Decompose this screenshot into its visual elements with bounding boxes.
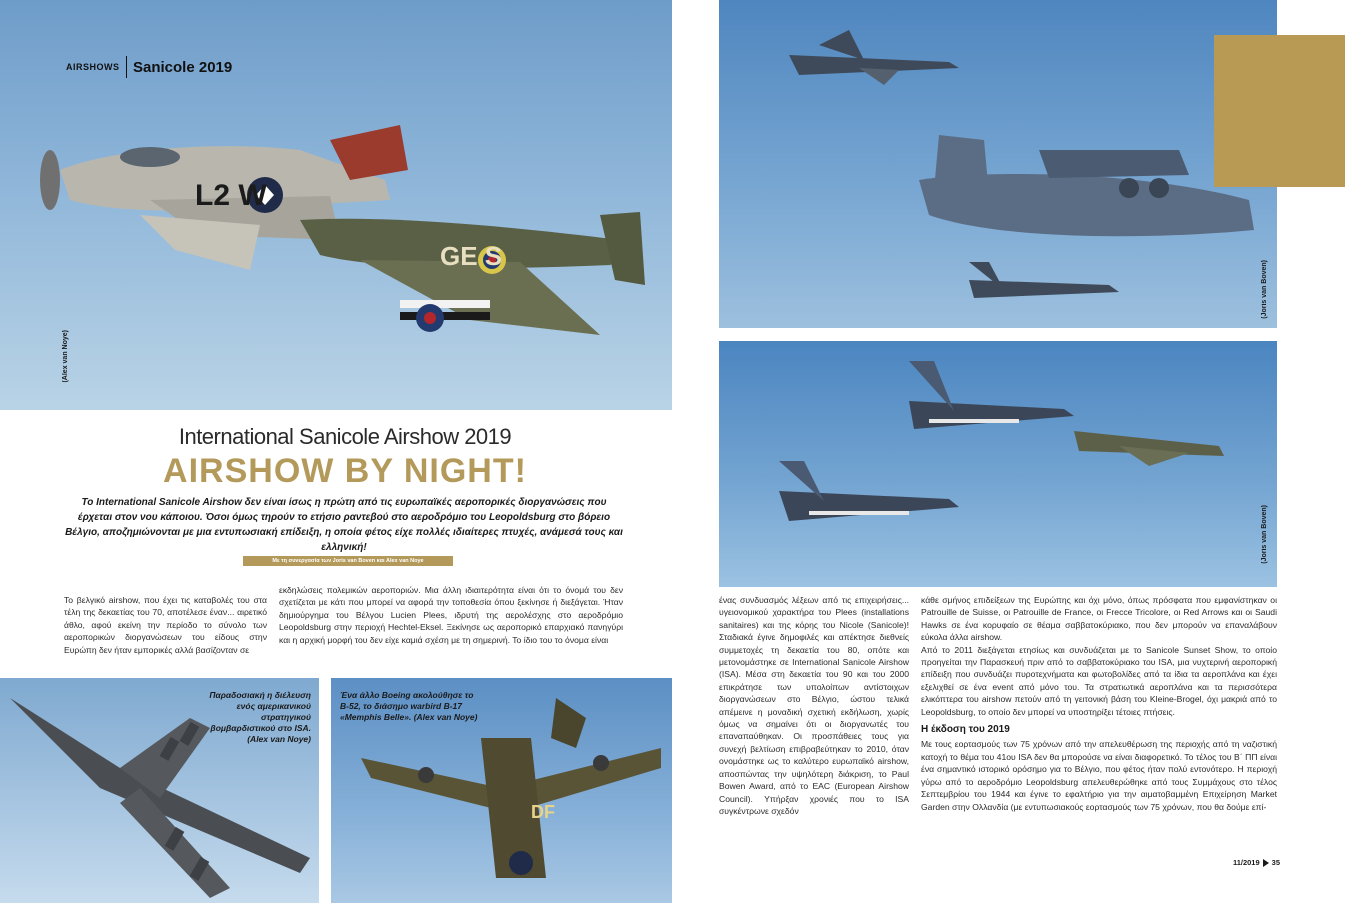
article-headline: AIRSHOW BY NIGHT! <box>163 452 527 490</box>
subheading: Η έκδοση του 2019 <box>921 724 1010 736</box>
body-text-col4b: Από το 2011 διεξάγεται ετησίως και συνδυάζεται με το Sanicole Sunset Show, το οποίο προηγείται την Παρασκευή πριν από το σαββατοκύριακο του ISA, μια νυχτερινή αεροπορική επίδειξη που συνδυάζει πυροτεχνήματα και φωτοβολίδες από τα ίδια τα αεροπλάνα και έχει εξελιχθεί σε ένα event από μόνο του. Τα στρατιωτικά αεροπλάνα και τα περισσότερα ελικόπτερα του airshow πετούν από τη γειτονική βάση του Kleine-Brogel, όχι μακριά από το Leopoldsburg, το οποίο δεν μπορεί να υποστηρίξει τέτοιες πτήσεις. <box>921 644 1277 717</box>
body-text-col2: εκδηλώσεις πολεμικών αεροποριών. Μια άλλη ιδιαιτερότητα είναι ότι το όνομά του δεν σχετίζεται με κάτι που μπορεί να αφορά την τοποθεσία όπου ξεκίνησε ή διεξάγεται. Ήταν δημιούργημα του Βέλγου Lucien Plees, ιδρυτή της αερολέσχης στο αεροδρόμιο Leopoldsburg στην περιοχή Hechtel-Eksel. Ξεκίνησε ως αεροπορικό επαρχιακό πανηγύρι και η αρχική μορφή του δεν είχε καμιά σχέση με τη σημερινή. Το ίδιο του το όνομα είναι <box>279 585 623 645</box>
photo-credit-top-left: (Alex van Noye) <box>62 330 69 383</box>
photo-credit-mid-right: (Joris van Boven) <box>1261 505 1268 564</box>
c130-f16-illustration <box>719 0 1277 328</box>
photo-formation-f16-spitfire <box>719 341 1277 587</box>
caption-b17: Ένα άλλο Boeing ακολούθησε το B-52, το διάσημο warbird B-17 «Memphis Belle». (Alex van Noye) <box>340 690 478 722</box>
body-column-1 <box>64 594 267 656</box>
page-number: 35 <box>1271 858 1280 867</box>
photo-formation-c130 <box>719 0 1277 328</box>
f16-spitfire-illustration <box>719 341 1277 587</box>
body-column-4 <box>921 594 1277 813</box>
byline-bar <box>243 556 453 566</box>
body-text-col4c: Με τους εορτασμούς των 75 χρόνων από την απελευθέρωση της περιοχής από τη ναζιστική κατοχή το θέμα του 41ου ISA δεν θα μπορούσε να είναι διαφορετικό. Το τέλος του Β΄ ΠΠ είναι ένα σημαντικό ιστορικό ορόσημο για το Βέλγιο, που φέτος ήταν πολύ εντονότερο. Η περιοχή γύρω από το αεροδρόμιο Leopoldsburg απελευθερώθηκε από τους Συμμάχους στο τέλος Σεπτεμβρίου του 1944 και έγινε το εφαλτήριο για την αιματοβαμμένη Επιχείρηση Market Garden στην Ολλανδία (με εντυπωσιακούς εορτασμούς των 75 χρόνων, που θα δούμε επί- <box>921 739 1277 812</box>
header-divider <box>126 56 128 78</box>
section-title: Sanicole 2019 <box>133 58 233 76</box>
article-kicker: International Sanicole Airshow 2019 <box>178 424 512 449</box>
spitfire-aircraft <box>300 212 645 335</box>
mustang-code: L2 W <box>195 179 267 212</box>
body-text-col1: Το βελγικό airshow, που έχει τις καταβολές του στα τέλη της δεκαετίας του 70, αποτέλεσε έναν... αιρετικό άθλο, αφού εκείνη την περίοδο το σύνολο των αεροπορικών διοργανώσεων του είδους στην Ευρώπη δεν ήταν εμπορικές αλλά βασίζονταν σε <box>64 595 267 655</box>
gold-color-block <box>1214 35 1345 187</box>
spitfire-right <box>1074 431 1224 466</box>
f16-left-bottom <box>779 461 959 521</box>
spitfire-code: GE S <box>440 241 503 271</box>
c130-transport <box>919 135 1254 236</box>
issue-number: 11/2019 <box>1232 858 1260 867</box>
f16-left-top <box>909 361 1074 429</box>
play-arrow-icon <box>1263 859 1269 867</box>
byline-text: Με τη συνεργασία των Joris van Boven και Alex van Noye <box>272 558 424 564</box>
photo-credit-top-right: (Joris van Boven) <box>1261 260 1268 319</box>
body-column-3 <box>719 594 909 817</box>
section-label: AIRSHOWS <box>66 62 120 72</box>
body-text-col3: ένας συνδυασμός λέξεων από τις επιχειρήσεις... υγειονομικού χαρακτήρα του Plees (installations sanitaires) και της κόρης του Nicole (Sanicole)! Σταδιακά έγινε δημοφιλές και απέκτησε διεθνείς συμμετοχές τη δεκαετία του 80, οπότε και μετονομάστηκε σε International Sanicole Airshow (ISA). Μέσα στη δεκαετία του 90 και του 2000 επικράτησε των υπολοίπων αντίστοιχων διοργανώσεων στο Βέλγιο, ώστου τελικά απέμεινε η μοναδική σχετική εκδήλωση, χωρίς όμως να σημαίνει ότι οι διοργανωτές του επαναπαύθηκαν. Οι προσπάθειες τους για συνεχή βελτίωση επιβραβεύτηκαν το 2010, όταν ονομάστηκε ως το καλύτερο ευρωπαϊκό airshow, αποσπώντας την υψηλότερη διάκριση, το Paul Bowen Award, από το EAC (European Airshow Council). Υπήρξαν χρονιές που το ISA συγκέντρωνε σχεδόν <box>719 595 909 816</box>
body-column-2 <box>279 584 623 646</box>
page-footer <box>1200 858 1280 867</box>
caption-b52: Παραδοσιακή η διέλευση ενός αμερικανικού στρατηγικού βομβαρδιστικού στο ISA. (Alex van Noye) <box>209 690 311 744</box>
f16-bottom <box>969 262 1119 298</box>
f16-top <box>789 30 959 85</box>
section-header <box>66 56 232 78</box>
body-text-col4a: κάθε σμήνος επιδείξεων της Ευρώπης και όχι μόνο, όπως πρόσφατα που εμφανίστηκαν οι Patrouille de Suisse, οι Patrouille de France, οι Frecce Tricolore, οι Red Arrows και οι Saudi Hawks σε ένα κορυφαίο σε θέαμα σαββατοκύριακο, που δεν μπορούν να επαναλάβουν εύκολα άλλα airshow. <box>921 595 1277 643</box>
article-lead: Το International Sanicole Airshow δεν είναι ίσως η πρώτη από τις ευρωπαϊκές αεροπορικές διοργανώσεις που έρχεται στον νου κάποιου. Όσοι όμως τηρούν το ετήσιο ραντεβού στο αεροδρόμιο του Leopoldsburg στο βόρειο Βέλγιο, αποζημιώνονται με μια εντυπωσιακή επίδειξη, η οποία φέτος είχε πολλές ιδιαίτερες πτυχές, ανάμεσά τους και ελληνική! <box>65 497 623 553</box>
b17-code: DF <box>531 802 555 822</box>
